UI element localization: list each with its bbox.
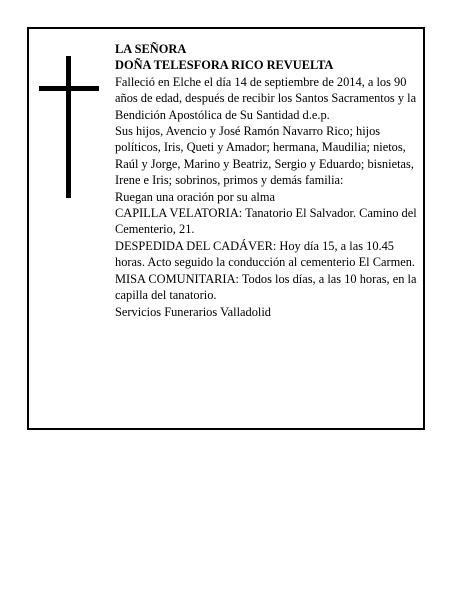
notice-heading-title: LA SEÑORA: [115, 42, 187, 56]
deceased-name: DOÑA TELESFORA RICO REVUELTA: [115, 58, 334, 73]
farewell-details: DESPEDIDA DEL CADÁVER: Hoy día 15, a las 10.45 horas. Acto seguido la conducción al cementerio El Carmen.: [115, 238, 416, 270]
obituary-notice: [27, 27, 425, 430]
notice-text: [115, 41, 423, 320]
family-list: Sus hijos, Avencio y José Ramón Navarro Rico; hijos políticos, Iris, Queti y Amador; hermana, Maudilia; nietos, Raúl y Jorge, Marino y Beatriz, Sergio y Eduardo; bisnietas, Irene e Iris; sobrinos, primos y demás familia:: [115, 124, 414, 188]
wake-location: CAPILLA VELATORIA: Tanatorio El Salvador. Camino del Cementerio, 21.: [115, 206, 417, 237]
mass-details: MISA COMUNITARIA: Todos los días, a las 10 horas, en la capilla del tanatorio.: [115, 271, 417, 303]
cross-vertical-bar: [66, 56, 71, 198]
cross-horizontal-bar: [39, 86, 99, 91]
prayer-request: Ruegan una oración por su alma: [115, 189, 275, 204]
cross-icon: [39, 56, 99, 198]
death-announcement: Falleció en Elche el día 14 de septiembre de 2014, a los 90 años de edad, después de recibir los Santos Sacramentos y la Bendición Apostólica de Su Santidad d.e.p.: [115, 74, 417, 122]
funeral-service-provider: Servicios Funerarios Valladolid: [115, 304, 272, 319]
